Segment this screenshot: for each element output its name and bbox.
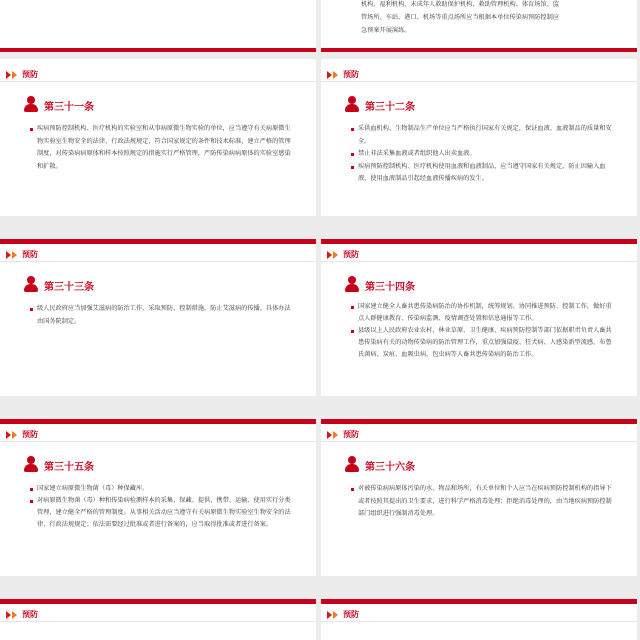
person-icon bbox=[22, 96, 40, 114]
slide-bottom-left bbox=[0, 599, 316, 640]
list-item: 国家建立健全人畜共患传染病防治的协作机制，统筹规划、协同推进预防、控制工作，做好重点人群健康教育、传染病监测、疫情调查处置和信息通报等工作。 bbox=[351, 301, 617, 325]
header-divider bbox=[0, 621, 316, 622]
article-content bbox=[351, 123, 617, 186]
header-label: 预防 bbox=[22, 430, 38, 439]
header-label: 预防 bbox=[22, 250, 38, 259]
slide-top-right bbox=[321, 0, 637, 52]
chevron-icon bbox=[327, 251, 332, 259]
chevron-icon bbox=[12, 431, 17, 439]
slide-header bbox=[6, 429, 38, 441]
text-line: 急预案开展演练。 bbox=[361, 27, 411, 34]
slide-header bbox=[6, 69, 38, 81]
article-content bbox=[351, 483, 617, 521]
slide-bottom-bar bbox=[321, 48, 637, 52]
header-label: 预防 bbox=[343, 430, 359, 439]
person-icon bbox=[22, 276, 40, 294]
article-content bbox=[351, 301, 617, 361]
chevron-icon bbox=[12, 71, 17, 79]
chevron-icon bbox=[327, 431, 332, 439]
top-slide-text bbox=[361, 0, 621, 37]
slide-bottom-bar bbox=[0, 48, 316, 52]
article-title: 第三十一条 bbox=[44, 101, 94, 113]
slide-top-bar bbox=[321, 599, 637, 604]
chevron-icon bbox=[6, 611, 11, 619]
article-title: 第三十三条 bbox=[44, 281, 94, 293]
chevron-icon bbox=[327, 71, 332, 79]
slide-header bbox=[327, 249, 359, 261]
article-title: 第三十六条 bbox=[365, 461, 415, 473]
person-icon bbox=[22, 456, 40, 474]
slide-top-left bbox=[0, 0, 316, 52]
article-heading bbox=[22, 276, 94, 294]
header-divider bbox=[0, 441, 316, 442]
chevron-icon bbox=[6, 71, 11, 79]
list-item: 禁止非法采集血液或者组织他人出卖血液。 bbox=[351, 148, 617, 161]
slide-header bbox=[6, 249, 38, 261]
slide-article-35[interactable] bbox=[0, 419, 316, 576]
article-heading bbox=[343, 456, 415, 474]
slide-top-bar bbox=[0, 239, 316, 244]
article-title: 第三十四条 bbox=[365, 281, 415, 293]
slide-top-bar bbox=[0, 419, 316, 424]
article-content bbox=[30, 123, 296, 173]
article-content bbox=[30, 483, 296, 531]
slide-top-bar bbox=[321, 239, 637, 244]
article-heading bbox=[22, 96, 94, 114]
article-heading bbox=[343, 96, 415, 114]
header-divider bbox=[321, 441, 637, 442]
slide-top-bar bbox=[0, 599, 316, 604]
header-label: 预防 bbox=[343, 250, 359, 259]
header-label: 预防 bbox=[22, 70, 38, 79]
list-item: 疾病预防控制机构、医疗机构的实验室和从事病原微生物实验的单位，应当遵守有关病原微生物实验室生物安全的法律、行政法规规定，符合国家规定的条件和技术标准，建立严格的管理制度，对传染病病原体和样本按照规定的措施实行严格管理，严防传染病病原体的实验室感染和扩散。 bbox=[30, 123, 296, 173]
text-line: 机构、福利机构、未成年人救助保护机构、救助管理机构、体育场馆、监 bbox=[361, 1, 559, 8]
slide-bottom-right bbox=[321, 599, 637, 640]
chevron-icon bbox=[12, 611, 17, 619]
slide-article-32[interactable] bbox=[321, 59, 637, 216]
person-icon bbox=[343, 276, 361, 294]
list-item: 级人民政府应当加强艾滋病的防治工作，采取预防、控制措施，防止艾滋病的传播。具体办法由国务院制定。 bbox=[30, 303, 296, 328]
list-item: 对被传染病病原体污染的水、物品和场所，有关单位和个人应当在疾病预防控制机构的指导下或者按照其提出的卫生要求，进行科学严格消毒处理；拒绝消毒处理的，由当地疾病预防控制部门组织进行强制消毒处理。 bbox=[351, 483, 617, 521]
slide-article-31[interactable] bbox=[0, 59, 316, 216]
article-title: 第三十五条 bbox=[44, 461, 94, 473]
person-icon bbox=[343, 456, 361, 474]
list-item: 县级以上人民政府农业农村、林业草原、卫生健康、疾病预防控制等部门依据职责负责人畜共患传染病有关的动物传染病的防治管理工作，重点加强鼠疫、狂犬病、人感染新型流感、布鲁氏菌病、炭疽、血吸虫病、包虫病等人畜共患传染病的防治工作。 bbox=[351, 325, 617, 361]
chevron-icon bbox=[333, 431, 338, 439]
slide-header bbox=[6, 609, 38, 621]
text-line: 管场所、车站、港口、机场等重点场所应当根据本单位传染病预防控制应 bbox=[361, 14, 559, 21]
chevron-icon bbox=[333, 251, 338, 259]
article-content bbox=[30, 303, 296, 328]
header-label: 预防 bbox=[343, 70, 359, 79]
list-item: 采供血机构、生物制品生产单位应当严格执行国家有关规定，保证血液、血液制品的质量和安全。 bbox=[351, 123, 617, 148]
article-heading bbox=[343, 276, 415, 294]
slide-article-34[interactable] bbox=[321, 239, 637, 396]
chevron-icon bbox=[6, 431, 11, 439]
slide-header bbox=[327, 69, 359, 81]
chevron-icon bbox=[333, 71, 338, 79]
list-item: 疾病预防控制机构、医疗机构使用血液和血液制品，应当遵守国家有关规定，防止因输入血液、使用血液制品引起经血液传播疾病的发生。 bbox=[351, 161, 617, 186]
slide-header bbox=[327, 609, 359, 621]
list-item: 国家建立病原微生物菌（毒）种保藏库。 bbox=[30, 483, 296, 495]
article-title: 第三十二条 bbox=[365, 101, 415, 113]
slide-top-bar bbox=[321, 419, 637, 424]
person-icon bbox=[343, 96, 361, 114]
slide-article-33[interactable] bbox=[0, 239, 316, 396]
header-divider bbox=[0, 261, 316, 262]
chevron-icon bbox=[12, 251, 17, 259]
list-item: 对病原微生物菌（毒）种和传染病检测样本的采集、保藏、提供、携带、运输、使用实行分类管理，建立健全严格的管理制度。从事相关活动应当遵守有关病原微生物实验室生物安全的法律、行政法规规定；依法需要经过批准或者进行备案的，应当取得批准或者进行备案。 bbox=[30, 495, 296, 531]
slide-header bbox=[327, 429, 359, 441]
chevron-icon bbox=[327, 611, 332, 619]
header-divider bbox=[321, 621, 637, 622]
chevron-icon bbox=[6, 251, 11, 259]
chevron-icon bbox=[333, 611, 338, 619]
header-divider bbox=[321, 261, 637, 262]
article-heading bbox=[22, 456, 94, 474]
slide-article-36[interactable] bbox=[321, 419, 637, 576]
header-label: 预防 bbox=[22, 610, 38, 619]
header-divider bbox=[321, 81, 637, 82]
header-label: 预防 bbox=[343, 610, 359, 619]
header-divider bbox=[0, 81, 316, 82]
